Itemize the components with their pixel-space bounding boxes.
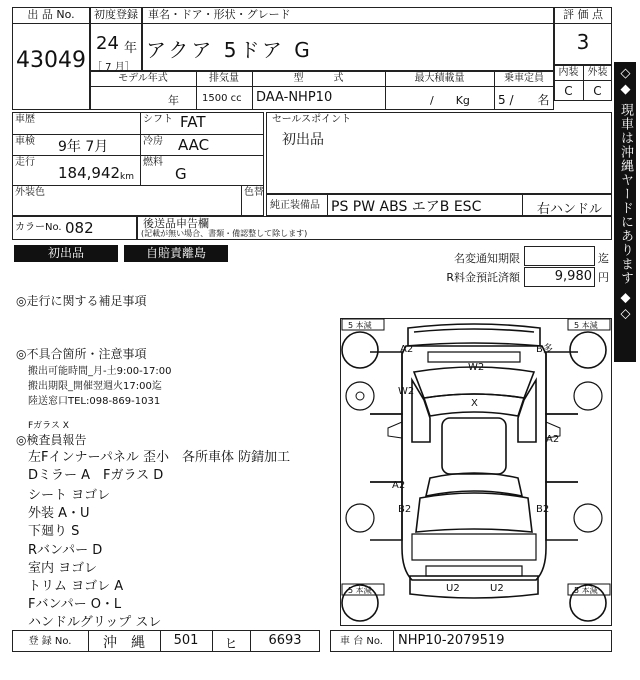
mark-roof: X xyxy=(471,398,478,409)
shift-value: FAT xyxy=(180,113,206,131)
inspection-value: 9年 7月 xyxy=(58,139,109,155)
side-banner-text: ◇◆ 現車は沖縄ヤードにあります ◆◇ xyxy=(618,66,633,323)
self-transport-tag: 自賠責離島 xyxy=(124,245,228,262)
name-change-label: 名変通知期限 xyxy=(454,252,520,265)
displacement-label: 排気量 xyxy=(209,73,239,84)
genuine-equipment-label: 純正装備品 xyxy=(270,200,320,211)
model-year-label: モデル年式 xyxy=(118,73,168,84)
defects-title: ◎不具合箇所・注意事項 xyxy=(16,347,147,361)
shift-label: シフト xyxy=(143,114,173,125)
exterior-score: C xyxy=(593,84,602,98)
mark-left-rear-door: A2 xyxy=(392,480,406,491)
inspector-line: トリム ヨゴレ A xyxy=(28,579,124,594)
first-listing-tag: 初出品 xyxy=(14,245,118,262)
plate-class: 501 xyxy=(173,633,199,648)
exterior-color-label: 外装色 xyxy=(15,187,45,198)
aircon-value: AAC xyxy=(178,136,210,154)
car-name: アクア 5ドア G xyxy=(146,38,313,62)
mark-left-glass: W2 xyxy=(398,386,415,397)
recycle-value: 9,980 xyxy=(554,269,592,284)
fuel-label: 燃料 xyxy=(143,157,163,168)
car-diagram xyxy=(340,318,612,626)
inspection-label: 車検 xyxy=(15,136,35,147)
mark-front-panel: A2 xyxy=(400,344,414,355)
tire-label-rl: 5 本減 xyxy=(348,586,372,595)
post-application-note: (記載が無い場合、書類・備認整して除します) xyxy=(141,229,308,238)
defect-line: 陸送窓口TEL:098-869-1031 xyxy=(28,396,161,407)
tire-label-rr: 5 本減 xyxy=(574,586,598,595)
registration-label: 初度登録 xyxy=(94,8,138,21)
inspector-line: 左Fインナーパネル 歪小 各所車体 防錆加工 xyxy=(28,450,291,465)
plate-label: 登 録 No. xyxy=(28,636,72,647)
interior-label: 内装 xyxy=(558,67,579,78)
glass-note: Fガラス X xyxy=(28,421,69,431)
registration-year-unit: 年 xyxy=(124,41,138,56)
type-label: 型 式 xyxy=(293,73,344,84)
plate-region: 沖 縄 xyxy=(103,635,145,651)
color-change-label: 色替 xyxy=(244,187,264,198)
rating-label: 評 価 点 xyxy=(563,8,603,21)
lot-number-label: 出 品 No. xyxy=(27,8,75,21)
displacement-value: 1500 cc xyxy=(202,93,242,104)
exterior-label: 外装 xyxy=(587,67,608,78)
max-load-label: 最大積載量 xyxy=(414,73,465,84)
inspector-line: ハンドルグリップ スレ xyxy=(28,615,162,630)
mark-rear-bumper-right: U2 xyxy=(490,583,504,594)
defect-line: 搬出可能時間_月-土9:00-17:00 xyxy=(28,366,172,377)
car-name-label: 車名・ドア・形状・グレード xyxy=(148,8,291,21)
capacity-value: 5 / 名 xyxy=(498,93,550,107)
model-year-unit: 年 xyxy=(168,94,179,107)
rating-value: 3 xyxy=(576,30,590,54)
mileage-label: 走行 xyxy=(15,157,35,168)
side-banner xyxy=(614,62,636,362)
plate-kana: ヒ xyxy=(224,637,238,652)
recycle-label: R料金預託済額 xyxy=(446,271,520,284)
lot-number: 43049 xyxy=(16,48,86,73)
capacity-label: 乗車定員 xyxy=(504,73,544,84)
mileage-value: 184,942 xyxy=(58,164,121,182)
steering-value: 右ハンドル xyxy=(537,202,603,217)
plate-number: 6693 xyxy=(268,633,302,648)
inspector-line: 下廻り S xyxy=(28,524,80,539)
inspector-line: シート ヨゴレ xyxy=(28,488,111,503)
tire-label-fr: 5 本減 xyxy=(574,321,598,330)
defect-line: 搬出期限_開催翌週火17:00迄 xyxy=(28,381,162,392)
inspector-line: Dミラー A Fガラス D xyxy=(28,468,164,483)
post-application-label: 後送品申告欄 xyxy=(143,217,209,230)
recycle-unit: 円 xyxy=(598,271,609,284)
max-load-value: / Kg xyxy=(430,94,470,107)
mark-right-quarter: B2 xyxy=(536,504,550,515)
chassis-label: 車 台 No. xyxy=(340,636,383,647)
inspector-line: Rバンパー D xyxy=(28,543,103,558)
fuel-value: G xyxy=(175,165,187,183)
inspector-title: ◎検査員報告 xyxy=(16,433,87,447)
inspector-line: 外装 A・U xyxy=(28,506,90,521)
registration-year: 24 xyxy=(96,33,119,54)
type-value: DAA-NHP10 xyxy=(256,90,333,105)
color-no-value: 082 xyxy=(65,219,94,237)
genuine-equipment-value: PS PW ABS エアB ESC xyxy=(331,199,482,215)
name-change-field xyxy=(524,246,595,266)
tire-label-fl: 5 本減 xyxy=(348,321,372,330)
mark-windshield: W2 xyxy=(468,362,485,373)
chassis-value: NHP10-2079519 xyxy=(398,633,505,648)
color-no-label: カラーNo. xyxy=(15,222,62,233)
registration-month: ［ 7 月］ xyxy=(92,62,135,73)
inspector-line: 室内 ヨゴレ xyxy=(28,561,98,576)
mark-left-quarter: B2 xyxy=(398,504,412,515)
mark-rear-bumper-left: U2 xyxy=(446,583,460,594)
inspector-line: Fバンパー O・L xyxy=(28,597,122,612)
mark-front-right: B多 xyxy=(536,344,553,355)
info-grid xyxy=(12,112,264,216)
mileage-unit: km xyxy=(120,172,134,182)
driving-notes-title: ◎走行に関する補足事項 xyxy=(16,294,147,308)
sales-point-value: 初出品 xyxy=(282,132,324,148)
sales-point-label: セールスポイント xyxy=(272,114,352,125)
mark-right-door: A2 xyxy=(546,434,560,445)
name-change-unit: 迄 xyxy=(598,252,609,265)
history-label: 車歴 xyxy=(15,114,35,125)
aircon-label: 冷房 xyxy=(143,136,163,147)
interior-score: C xyxy=(564,84,573,98)
